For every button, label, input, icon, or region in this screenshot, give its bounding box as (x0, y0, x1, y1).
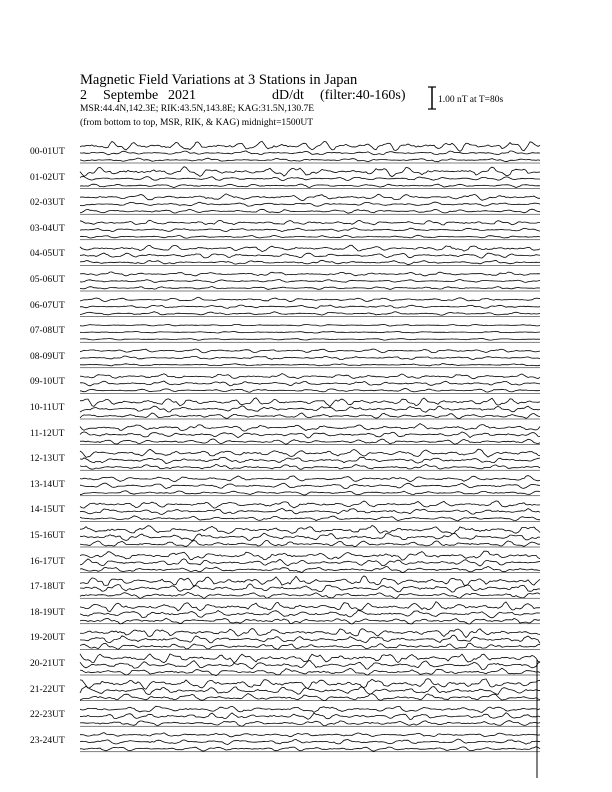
trace-kag-18-19UT (80, 602, 540, 612)
trace-rik-00-01UT (80, 151, 540, 155)
trace-kag-11-12UT (80, 424, 540, 432)
trace-rik-21-22UT (80, 686, 540, 694)
trace-msr-11-12UT (80, 439, 540, 444)
hour-label: 06-07UT (30, 300, 65, 311)
trace-rik-08-09UT (80, 356, 540, 360)
hour-label: 00-01UT (30, 147, 65, 157)
trace-kag-02-03UT (80, 194, 540, 201)
scale-label: 1.00 nT at T=80s (438, 95, 504, 105)
quantity-label: dD/dt (272, 88, 304, 103)
hour-label: 22-23UT (30, 710, 65, 721)
trace-kag-05-06UT (80, 272, 540, 276)
trace-kag-10-11UT (80, 398, 540, 407)
trace-msr-07-08UT (80, 338, 540, 340)
trace-kag-13-14UT (80, 476, 540, 482)
order-note: (from bottom to top, MSR, RIK, & KAG) midnight=1500UT (80, 118, 314, 128)
hour-label: 23-24UT (30, 735, 65, 746)
trace-kag-19-20UT (80, 629, 540, 638)
trace-rik-12-13UT (80, 457, 540, 463)
hour-label: 12-13UT (30, 454, 65, 465)
trace-msr-04-05UT (80, 260, 540, 264)
trace-rik-09-10UT (80, 381, 540, 386)
trace-msr-13-14UT (80, 491, 540, 495)
trace-rik-01-02UT (80, 177, 540, 181)
trace-kag-15-16UT (80, 526, 540, 534)
hour-label: 05-06UT (30, 275, 65, 285)
day-label: 2 (80, 88, 87, 103)
hour-label: 08-09UT (30, 351, 65, 362)
hour-label: 16-17UT (30, 556, 65, 567)
trace-rik-02-03UT (80, 202, 540, 206)
trace-rik-11-12UT (80, 432, 540, 438)
trace-kag-12-13UT (80, 449, 540, 457)
trace-msr-00-01UT (80, 158, 540, 162)
hour-label: 14-15UT (30, 505, 65, 516)
trace-kag-17-18UT (80, 576, 540, 587)
stations-label: MSR:44.4N,142.3E; RIK:43.5N,143.8E; KAG:31.5N,130.7E (80, 104, 315, 114)
hour-label: 21-22UT (30, 684, 65, 695)
trace-msr-12-13UT (80, 464, 540, 469)
trace-kag-16-17UT (80, 551, 540, 560)
hour-label: 18-19UT (30, 607, 65, 618)
hour-label: 09-10UT (30, 377, 65, 388)
trace-msr-06-07UT (80, 312, 540, 316)
trace-kag-14-15UT (80, 501, 540, 508)
hour-label: 03-04UT (30, 223, 65, 234)
chart-title: Magnetic Field Variations at 3 Stations in Japan (80, 72, 358, 88)
hour-label: 11-12UT (30, 428, 65, 439)
hour-label: 13-14UT (30, 479, 65, 490)
trace-msr-01-02UT (80, 184, 540, 188)
trace-msr-02-03UT (80, 209, 540, 213)
trace-rik-16-17UT (80, 559, 540, 566)
trace-kag-04-05UT (80, 245, 540, 251)
trace-rik-23-24UT (80, 739, 540, 745)
trace-kag-00-01UT (80, 141, 540, 151)
trace-rik-10-11UT (80, 406, 540, 412)
trace-kag-23-24UT (80, 733, 540, 737)
trace-msr-15-16UT (80, 540, 540, 546)
trace-rik-05-06UT (80, 280, 540, 283)
trace-msr-16-17UT (80, 566, 540, 572)
hour-label: 20-21UT (30, 659, 65, 669)
trace-msr-05-06UT (80, 287, 540, 290)
trace-msr-20-21UT (80, 668, 540, 676)
trace-rik-13-14UT (80, 483, 540, 488)
trace-kag-09-10UT (80, 374, 540, 379)
month-label: Septembe (103, 88, 159, 103)
trace-msr-10-11UT (80, 413, 540, 419)
trace-kag-07-08UT (80, 324, 540, 326)
trace-kag-06-07UT (80, 297, 540, 301)
trace-rik-04-05UT (80, 253, 540, 258)
trace-kag-03-04UT (80, 220, 540, 225)
year-label: 2021 (168, 88, 196, 103)
hour-label: 19-20UT (30, 633, 65, 644)
trace-kag-22-23UT (80, 706, 540, 712)
trace-msr-19-20UT (80, 643, 540, 649)
trace-msr-18-19UT (80, 618, 540, 624)
trace-msr-23-24UT (80, 747, 540, 752)
trace-rik-07-08UT (80, 331, 540, 333)
hour-label: 01-02UT (30, 172, 65, 183)
trace-kag-21-22UT (80, 679, 540, 690)
trace-rik-17-18UT (80, 584, 540, 592)
trace-rik-14-15UT (80, 508, 540, 514)
trace-kag-01-02UT (80, 167, 540, 177)
trace-rik-06-07UT (80, 305, 540, 308)
trace-msr-09-10UT (80, 389, 540, 393)
hour-label: 07-08UT (30, 326, 65, 337)
trace-kag-20-21UT (80, 654, 540, 663)
trace-rik-22-23UT (80, 713, 540, 720)
trace-msr-17-18UT (80, 592, 540, 598)
trace-rik-18-19UT (80, 610, 540, 618)
trace-rik-15-16UT (80, 533, 540, 541)
hour-label: 15-16UT (30, 531, 65, 541)
trace-msr-03-04UT (80, 235, 540, 238)
hour-label: 17-18UT (30, 582, 65, 593)
trace-rik-03-04UT (80, 228, 540, 232)
filter-label: (filter:40-160s) (320, 88, 406, 103)
hour-label: 04-05UT (30, 249, 65, 260)
trace-kag-08-09UT (80, 349, 540, 353)
trace-rik-20-21UT (80, 661, 540, 670)
trace-msr-08-09UT (80, 364, 540, 366)
trace-msr-14-15UT (80, 516, 540, 521)
hour-label: 02-03UT (30, 198, 65, 209)
trace-msr-22-23UT (80, 721, 540, 727)
hour-label: 10-11UT (30, 403, 65, 413)
